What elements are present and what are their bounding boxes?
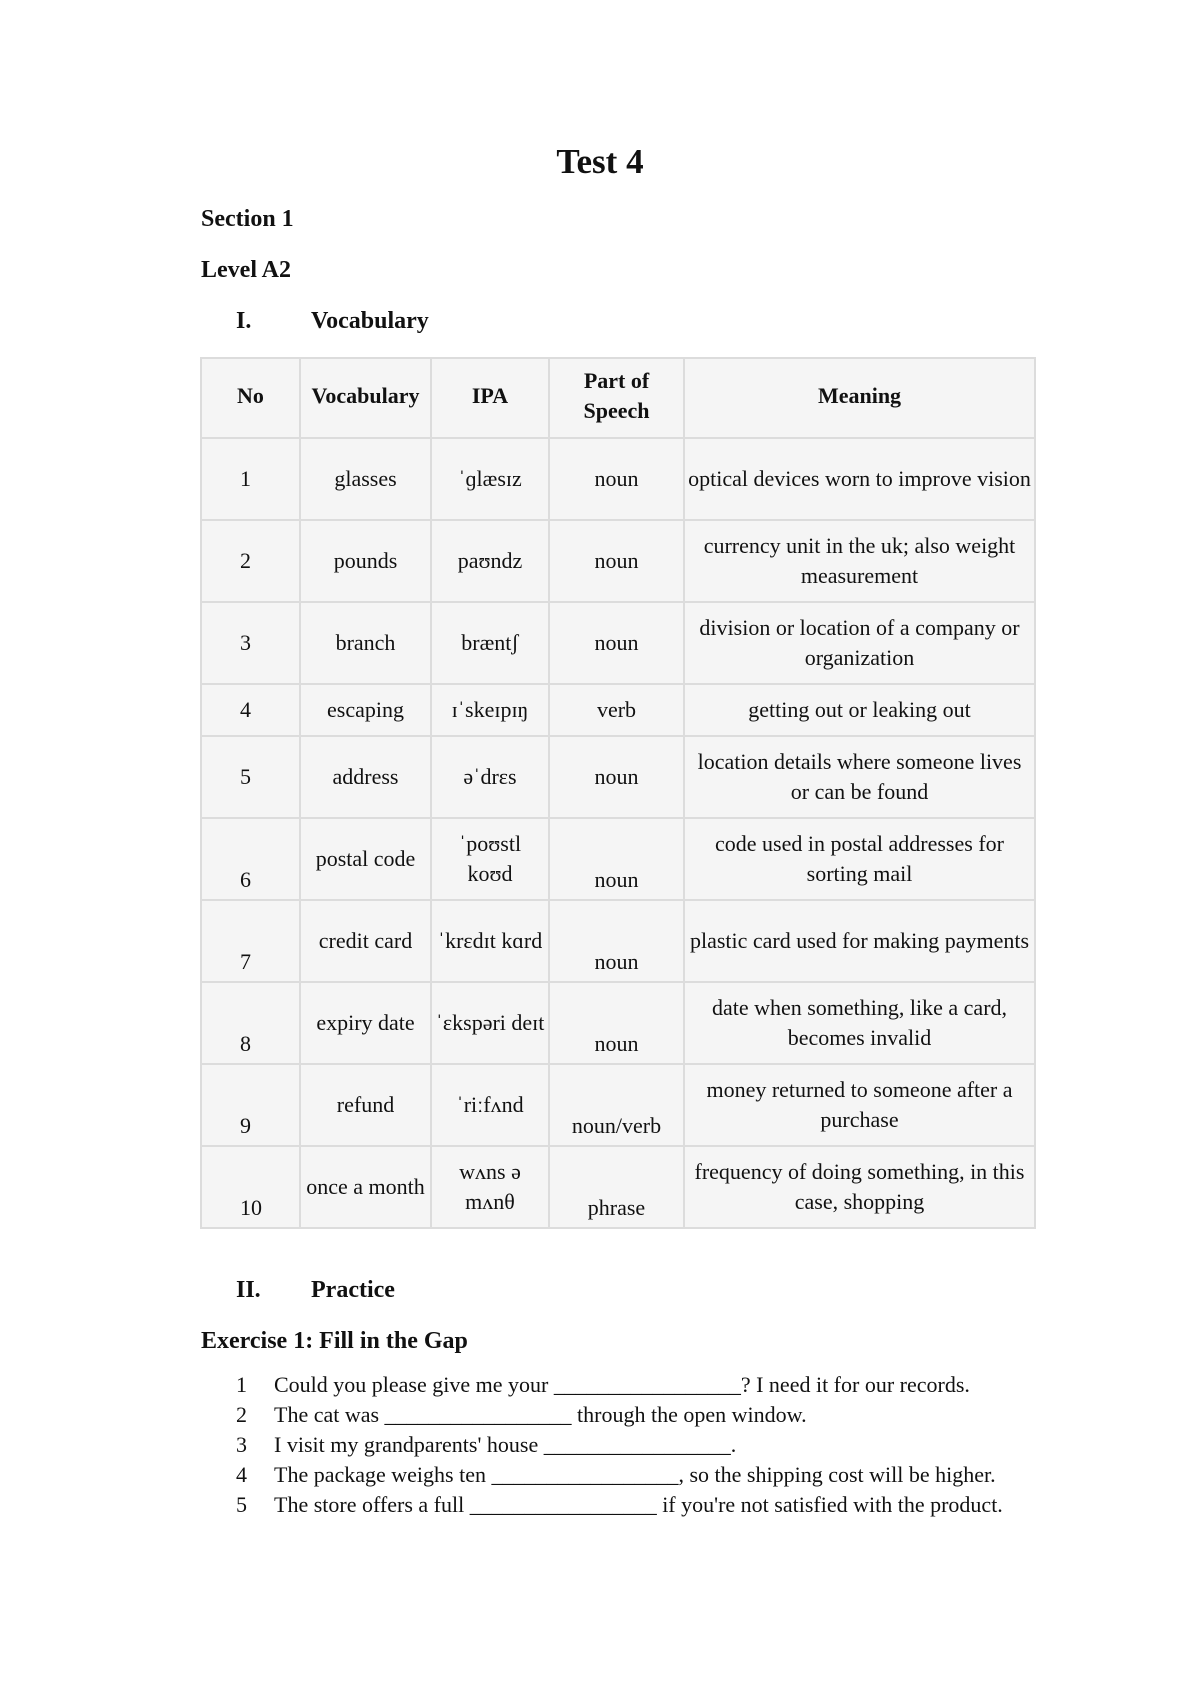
practice-heading: [236, 1277, 395, 1304]
cell-ipa: ˈkrɛdɪt kɑrd: [431, 900, 549, 982]
cell-ipa: bræntʃ: [431, 602, 549, 684]
cell-no: 6: [201, 818, 300, 900]
cell-part-of-speech: noun: [549, 982, 684, 1064]
exercise-item: [236, 1370, 1003, 1400]
table-row: [201, 982, 1035, 1064]
table-row: [201, 684, 1035, 736]
cell-vocabulary: postal code: [300, 818, 431, 900]
cell-meaning: frequency of doing something, in this case, shopping: [684, 1146, 1035, 1228]
cell-part-of-speech: noun: [549, 520, 684, 602]
cell-meaning: code used in postal addresses for sorting mail: [684, 818, 1035, 900]
table-row: [201, 1146, 1035, 1228]
cell-meaning: date when something, like a card, becomes invalid: [684, 982, 1035, 1064]
table-row: [201, 736, 1035, 818]
exercise-item-text: The cat was _________________ through the open window.: [274, 1402, 807, 1427]
exercise-title: Exercise 1: Fill in the Gap: [201, 1328, 468, 1354]
cell-meaning: division or location of a company or organization: [684, 602, 1035, 684]
practice-heading-number: II.: [236, 1277, 261, 1303]
cell-ipa: paʊndz: [431, 520, 549, 602]
header-meaning: Meaning: [684, 358, 1035, 438]
exercise-item-number: 3: [236, 1432, 247, 1457]
cell-ipa: əˈdrɛs: [431, 736, 549, 818]
exercise-item-text: The store offers a full _________________ if you're not satisfied with the product.: [274, 1492, 1003, 1517]
cell-meaning: location details where someone lives or can be found: [684, 736, 1035, 818]
page-title: Test 4: [556, 142, 644, 181]
cell-no: 1: [201, 438, 300, 520]
cell-meaning: money returned to someone after a purchase: [684, 1064, 1035, 1146]
exercise-item: [236, 1490, 1003, 1520]
cell-meaning: plastic card used for making payments: [684, 900, 1035, 982]
exercise-item: [236, 1430, 1003, 1460]
cell-meaning: getting out or leaking out: [684, 684, 1035, 736]
practice-heading-label: Practice: [311, 1277, 395, 1303]
cell-part-of-speech: noun: [549, 736, 684, 818]
table-row: [201, 900, 1035, 982]
exercise-item: [236, 1460, 1003, 1490]
cell-vocabulary: expiry date: [300, 982, 431, 1064]
cell-no: 4: [201, 684, 300, 736]
vocabulary-table: [200, 357, 1036, 1229]
vocabulary-heading-label: Vocabulary: [311, 308, 429, 334]
cell-no: 7: [201, 900, 300, 982]
exercise-item-number: 4: [236, 1462, 247, 1487]
table-row: [201, 520, 1035, 602]
cell-vocabulary: escaping: [300, 684, 431, 736]
cell-no: 5: [201, 736, 300, 818]
cell-vocabulary: glasses: [300, 438, 431, 520]
cell-vocabulary: refund: [300, 1064, 431, 1146]
cell-vocabulary: pounds: [300, 520, 431, 602]
cell-part-of-speech: noun/verb: [549, 1064, 684, 1146]
cell-meaning: currency unit in the uk; also weight measurement: [684, 520, 1035, 602]
exercise-list: [236, 1370, 1003, 1520]
exercise-item-text: I visit my grandparents' house _________________.: [274, 1432, 737, 1457]
cell-no: 3: [201, 602, 300, 684]
cell-part-of-speech: phrase: [549, 1146, 684, 1228]
exercise-item-number: 2: [236, 1402, 247, 1427]
table-row: [201, 1064, 1035, 1146]
table-row: [201, 602, 1035, 684]
vocabulary-heading: [236, 308, 429, 335]
section-heading: Section 1: [201, 206, 294, 232]
cell-ipa: ˈɡlæsɪz: [431, 438, 549, 520]
cell-ipa: ˈpoʊstl koʊd: [431, 818, 549, 900]
exercise-item: [236, 1400, 1003, 1430]
cell-vocabulary: credit card: [300, 900, 431, 982]
cell-vocabulary: branch: [300, 602, 431, 684]
header-part-of-speech: Part of Speech: [549, 358, 684, 438]
header-no: No: [201, 358, 300, 438]
cell-ipa: ˈɛkspəri deɪt: [431, 982, 549, 1064]
level-heading: Level A2: [201, 257, 291, 283]
cell-vocabulary: address: [300, 736, 431, 818]
vocabulary-table-body: [201, 438, 1035, 1228]
cell-ipa: wʌns ə mʌnθ: [431, 1146, 549, 1228]
cell-part-of-speech: verb: [549, 684, 684, 736]
cell-no: 8: [201, 982, 300, 1064]
cell-vocabulary: once a month: [300, 1146, 431, 1228]
cell-part-of-speech: noun: [549, 438, 684, 520]
cell-no: 9: [201, 1064, 300, 1146]
header-vocabulary: Vocabulary: [300, 358, 431, 438]
cell-part-of-speech: noun: [549, 900, 684, 982]
table-row: [201, 438, 1035, 520]
cell-no: 2: [201, 520, 300, 602]
table-row: [201, 818, 1035, 900]
vocabulary-heading-number: I.: [236, 308, 252, 334]
table-header-row: [201, 358, 1035, 438]
exercise-item-text: The package weighs ten _________________, so the shipping cost will be higher.: [274, 1462, 996, 1487]
exercise-item-number: 5: [236, 1492, 247, 1517]
cell-meaning: optical devices worn to improve vision: [684, 438, 1035, 520]
cell-part-of-speech: noun: [549, 602, 684, 684]
exercise-item-text: Could you please give me your _________________? I need it for our records.: [274, 1372, 970, 1397]
exercise-item-number: 1: [236, 1372, 247, 1397]
cell-ipa: ɪˈskeɪpɪŋ: [431, 684, 549, 736]
cell-part-of-speech: noun: [549, 818, 684, 900]
header-ipa: IPA: [431, 358, 549, 438]
cell-no: 10: [201, 1146, 300, 1228]
cell-ipa: ˈriːfʌnd: [431, 1064, 549, 1146]
